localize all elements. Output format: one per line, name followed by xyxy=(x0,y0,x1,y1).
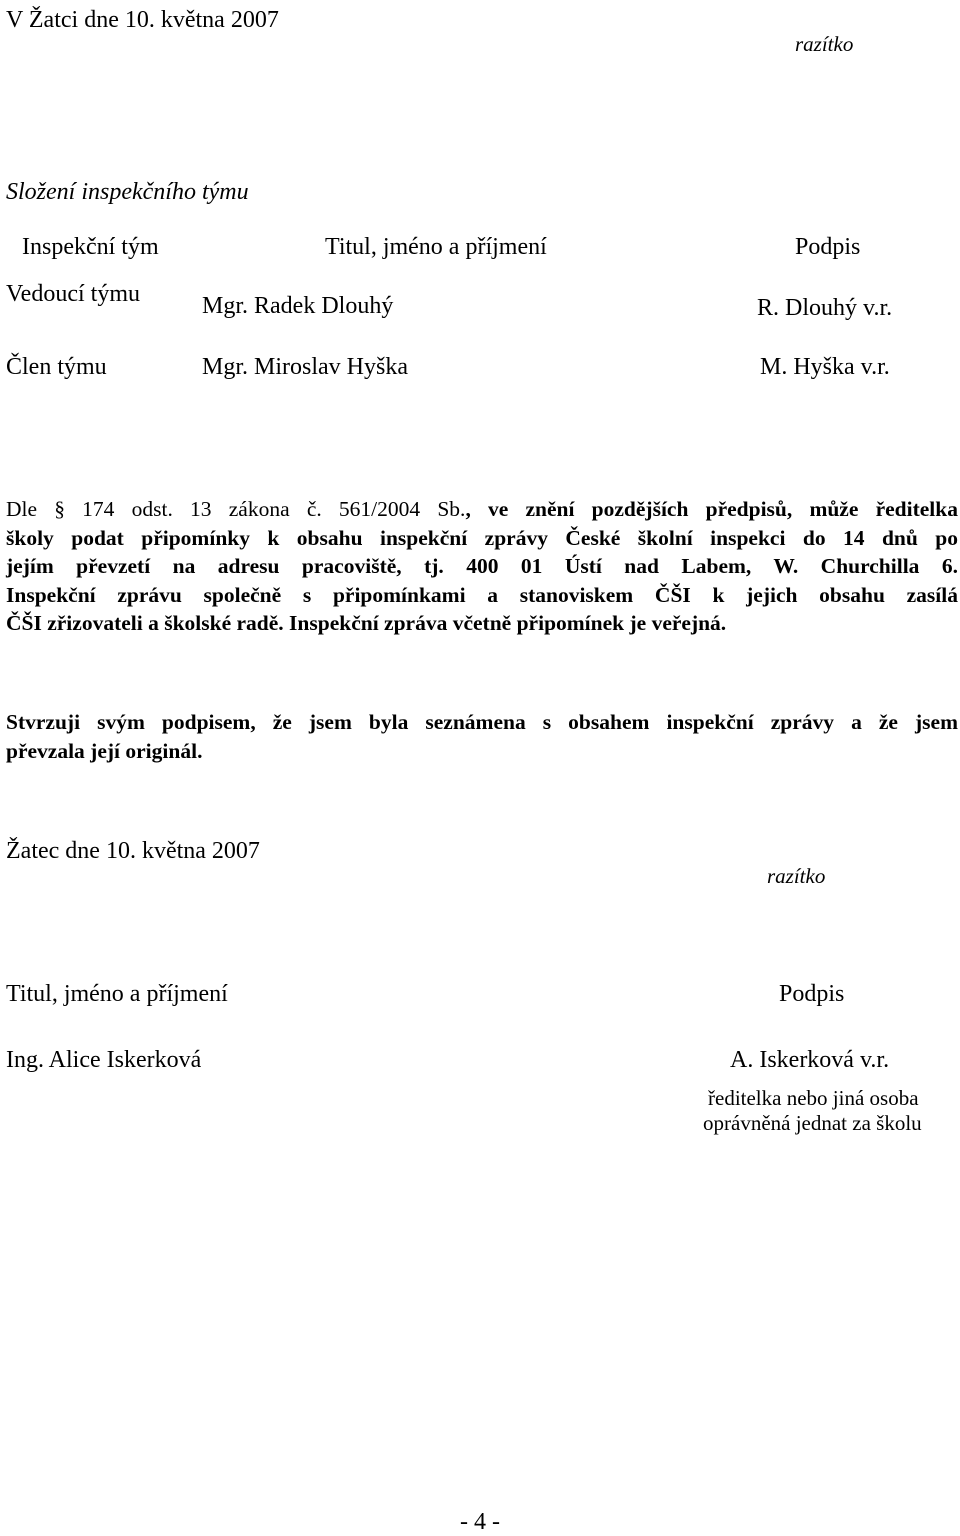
team-member-name: Mgr. Miroslav Hyška xyxy=(202,354,408,380)
team-role: Člen týmu xyxy=(6,354,107,380)
place-date-header: V Žatci dne 10. května 2007 xyxy=(6,7,279,33)
column-header-name: Titul, jméno a příjmení xyxy=(325,234,547,260)
team-heading: Složení inspekčního týmu xyxy=(6,179,249,205)
page-number: - 4 - xyxy=(460,1509,500,1535)
paragraph-line: ČŠI zřizovateli a školské radě. Inspekční zpráva včetně připomínek je veřejná. xyxy=(6,611,727,636)
signatory-signature: A. Iskerková v.r. xyxy=(730,1047,890,1073)
team-role: Vedoucí týmu xyxy=(6,281,140,307)
team-member-signature: M. Hyška v.r. xyxy=(760,354,890,380)
signatory-note: oprávněná jednat za školu xyxy=(703,1111,922,1135)
column-header-team: Inspekční tým xyxy=(22,234,159,260)
confirmation-paragraph xyxy=(6,708,958,765)
team-member-signature: R. Dlouhý v.r. xyxy=(757,295,893,321)
signoff-place-date: Žatec dne 10. května 2007 xyxy=(6,838,260,864)
paragraph-line: převzala její originál. xyxy=(6,738,203,763)
paragraph-line: jejím převzetí na adresu pracoviště, tj. 400 01 Ústí nad Labem, W. Churchilla 6. xyxy=(6,554,958,579)
signatory-name: Ing. Alice Iskerková xyxy=(6,1047,202,1073)
paragraph-line: školy podat připomínky k obsahu inspekční zprávy České školní inspekci do 14 dnů po xyxy=(6,525,958,550)
signoff-signature-label: Podpis xyxy=(779,981,845,1007)
column-header-signature: Podpis xyxy=(795,234,861,260)
legal-notice-paragraph xyxy=(6,495,958,638)
stamp-label: razítko xyxy=(795,32,854,56)
paragraph-line: Stvrzuji svým podpisem, že jsem byla seznámena s obsahem inspekční zprávy a že jsem xyxy=(6,710,958,734)
signatory-note: ředitelka nebo jiná osoba xyxy=(708,1086,919,1110)
signoff-name-label: Titul, jméno a příjmení xyxy=(6,981,228,1007)
paragraph-line: Dle § 174 odst. 13 zákona č. 561/2004 Sb., ve znění pozdějších předpisů, může ředitelka xyxy=(6,497,958,521)
team-member-name: Mgr. Radek Dlouhý xyxy=(202,293,394,319)
paragraph-line: Inspekční zprávu společně s připomínkami a stanoviskem ČŠI k jejich obsahu zasílá xyxy=(6,582,958,607)
stamp-label: razítko xyxy=(767,864,826,888)
